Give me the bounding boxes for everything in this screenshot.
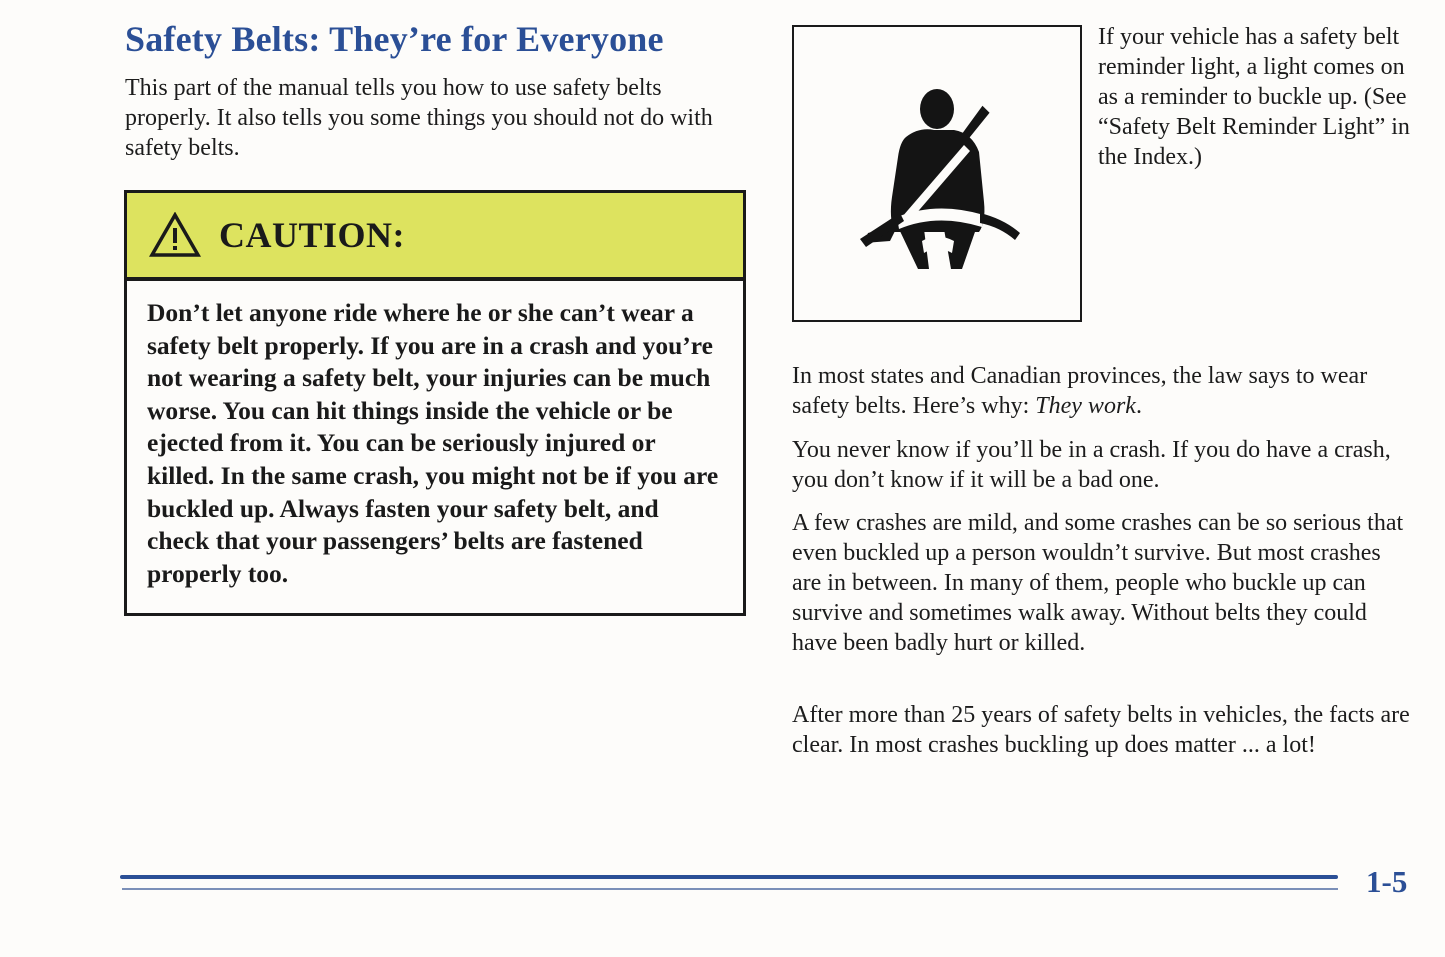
paragraph-never-know: You never know if you’ll be in a crash. If you do have a crash, you don’t know if it will be a bad one.: [792, 437, 1391, 493]
caution-box: [124, 190, 746, 616]
paragraph-law-end: .: [1135, 393, 1142, 419]
footer-rule-thick: [120, 875, 1338, 879]
caution-text: Don’t let anyone ride where he or she can’t wear a safety belt properly. If you are in a crash and you’re not wearing a safety belt, your injuries can be much worse. You can hit things inside the vehicle or be ejected from it. You can be seriously injured or killed. In the same crash, you might not be if you are buckled up. Always fasten your safety belt, and check that your passengers’ belts are fastened properly too.: [147, 298, 719, 588]
paragraph-crash-severity: A few crashes are mild, and some crashes can be so serious that even buckled up a person wouldn’t survive. But most crashes are in between. In many of them, people who buckle up can survive and sometimes walk away. Without belts they could have been badly hurt or killed.: [792, 510, 1404, 656]
page-title: Safety Belts: They’re for Everyone: [125, 19, 664, 59]
paragraph-law-text: In most states and Canadian provinces, the law says to wear safety belts. Here’s why:: [792, 363, 1368, 419]
intro-paragraph: This part of the manual tells you how to use safety belts properly. It also tells you some things you should not do with safety belts.: [125, 75, 713, 161]
caution-label: CAUTION:: [219, 215, 406, 255]
seatbelt-reminder-icon: [794, 27, 1080, 320]
reminder-light-note: If your vehicle has a safety belt reminder light, a light comes on as a reminder to buckle up. (See “Safety Belt Reminder Light” in the Index.): [1098, 24, 1410, 170]
paragraph-law: [792, 361, 1412, 421]
paragraph-facts: After more than 25 years of safety belts in vehicles, the facts are clear. In most crashes buckling up does matter ... a lot!: [792, 702, 1410, 758]
warning-triangle-icon: [149, 212, 201, 258]
caution-header: [127, 193, 743, 281]
seatbelt-figure: [792, 25, 1082, 322]
paragraph-law-emphasis: They work: [1035, 393, 1136, 419]
page-number: 1-5: [1366, 864, 1408, 899]
footer-rule-thin: [122, 888, 1338, 890]
